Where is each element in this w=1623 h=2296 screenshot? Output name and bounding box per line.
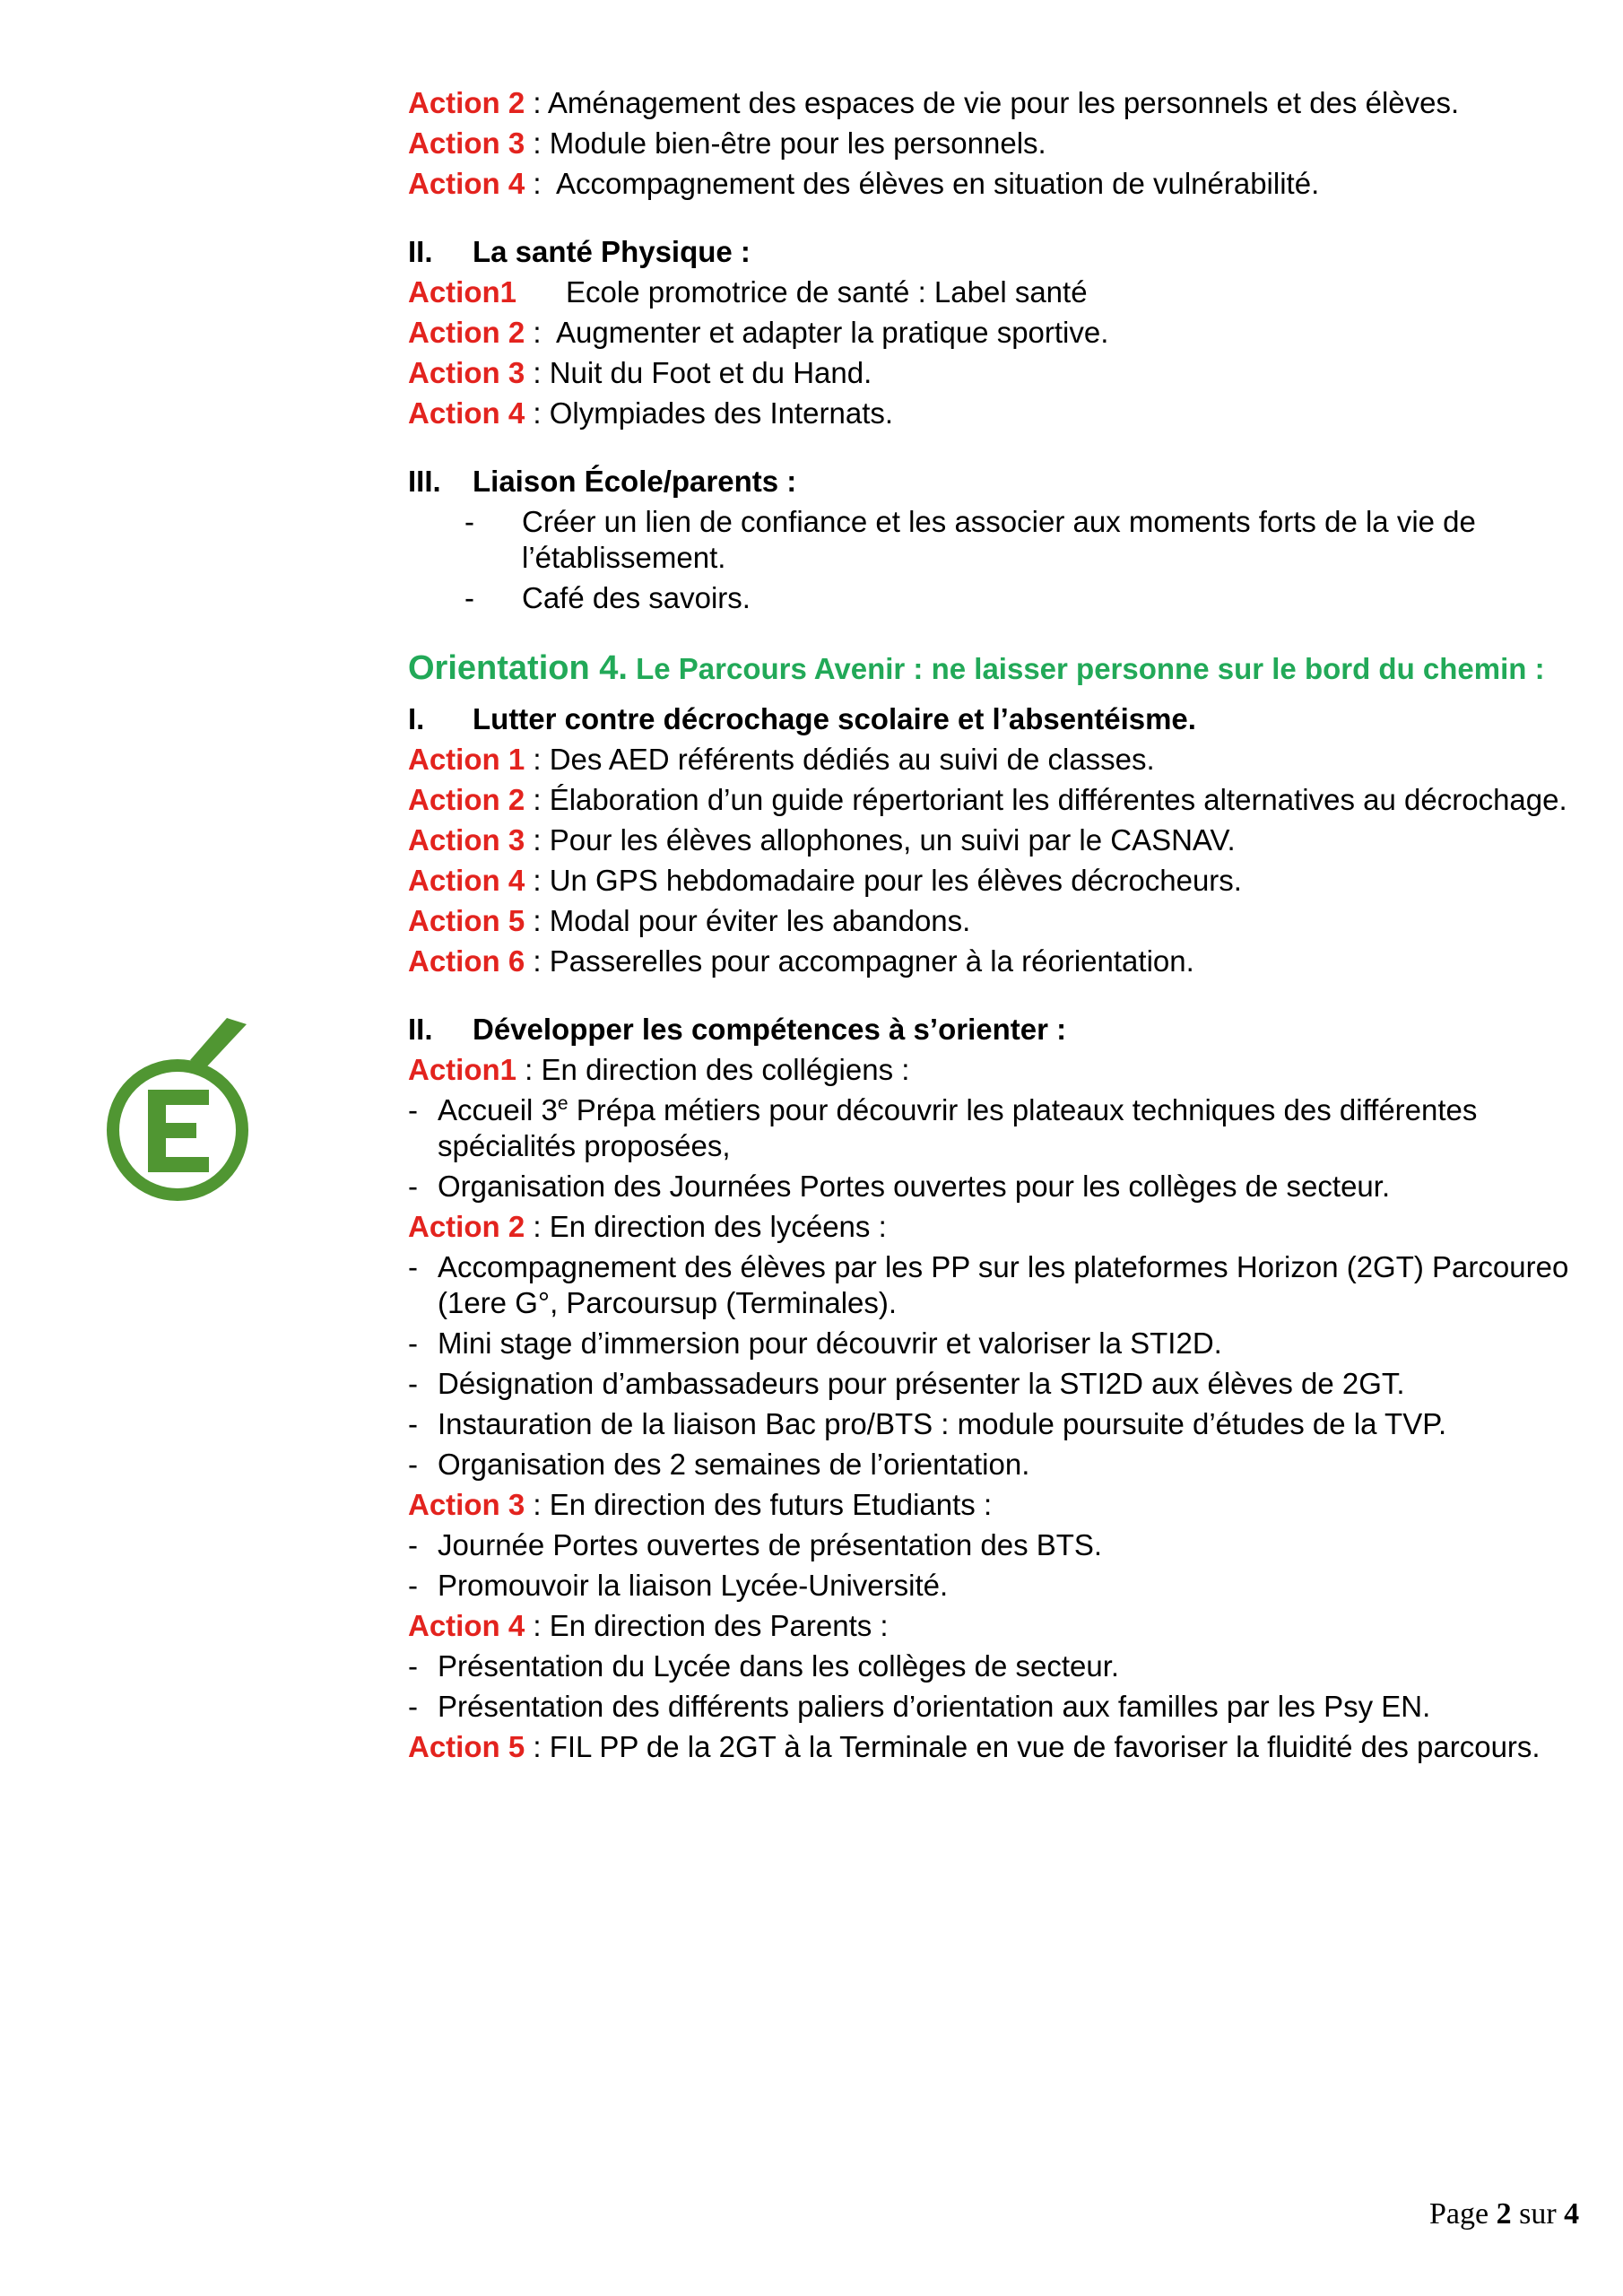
action-label: Action 4 — [408, 167, 525, 200]
dash-bullet-icon: - — [408, 1093, 418, 1126]
action-line — [408, 315, 1574, 351]
dash-bullet-icon: - — [408, 1528, 418, 1561]
bullet-item — [408, 1249, 1574, 1321]
bullet-text: Mini stage d’immersion pour découvrir et valoriser la STI2D. — [438, 1326, 1222, 1360]
bullet-item — [408, 580, 1574, 616]
bullet-item — [408, 1092, 1574, 1164]
action-separator: : — [525, 864, 550, 897]
bullet-text: Prépa métiers pour découvrir les plateaux techniques des différentes spécialités proposées, — [438, 1093, 1478, 1162]
bullet-item — [408, 1568, 1574, 1604]
action-text: Nuit du Foot et du Hand. — [549, 356, 872, 389]
action-text: Passerelles pour accompagner à la réorientation. — [549, 944, 1194, 978]
action-separator: : — [525, 823, 550, 857]
dash-bullet-icon: - — [408, 1690, 418, 1723]
action-line — [408, 903, 1574, 939]
action-label: Action 2 — [408, 783, 525, 816]
orientation-heading-lead: Orientation 4. — [408, 649, 628, 687]
education-e-logo — [100, 1012, 258, 1202]
dash-bullet-icon: - — [408, 1250, 418, 1283]
action-separator: : — [525, 126, 550, 160]
action-separator: : — [525, 904, 550, 937]
action-separator: : — [525, 783, 550, 816]
dash-bullet-icon: - — [408, 1649, 418, 1683]
action-separator: : — [525, 1609, 550, 1642]
action-separator: : — [525, 1210, 550, 1243]
footer-separator: sur — [1511, 2197, 1565, 2231]
action-line — [408, 1052, 1574, 1088]
action-label: Action 5 — [408, 904, 525, 937]
bullet-text: Organisation des Journées Portes ouvertes pour les collèges de secteur. — [438, 1170, 1391, 1203]
action-separator: : — [525, 356, 550, 389]
action-separator: : — [525, 316, 557, 349]
action-line — [408, 1608, 1574, 1644]
action-label: Action 3 — [408, 1488, 525, 1521]
action-line — [408, 782, 1574, 818]
action-label: Action 6 — [408, 944, 525, 978]
dash-bullet-icon: - — [408, 1448, 418, 1481]
dash-bullet-icon: - — [408, 1407, 418, 1440]
action-text: Des AED référents dédiés au suivi de classes. — [549, 743, 1155, 776]
action-line — [408, 944, 1574, 979]
bullet-text: Désignation d’ambassadeurs pour présenter la STI2D aux élèves de 2GT. — [438, 1367, 1405, 1400]
bullet-item — [408, 1689, 1574, 1725]
action-line — [408, 1209, 1574, 1245]
footer-total-pages: 4 — [1564, 2197, 1580, 2231]
bullet-text: Journée Portes ouvertes de présentation des BTS. — [438, 1528, 1103, 1561]
action-label: Action 2 — [408, 86, 525, 119]
bullet-item — [408, 1406, 1574, 1442]
action-line — [408, 1487, 1574, 1523]
dash-bullet-icon: - — [408, 1569, 418, 1602]
bullet-text: Instauration de la liaison Bac pro/BTS : module poursuite d’études de la TVP. — [438, 1407, 1447, 1440]
bullet-item — [408, 1169, 1574, 1205]
action-line — [408, 274, 1574, 310]
orientation-heading — [408, 650, 1574, 687]
action-label: Action 4 — [408, 396, 525, 430]
heading-text: Développer les compétences à s’orienter : — [473, 1013, 1067, 1046]
action-label: Action 2 — [408, 1210, 525, 1243]
document-body — [408, 81, 1574, 1770]
bullet-text: Présentation du Lycée dans les collèges de secteur. — [438, 1649, 1120, 1683]
bullet-item — [408, 1527, 1574, 1563]
action-line — [408, 355, 1574, 391]
action-text: En direction des Parents : — [549, 1609, 889, 1642]
action-label: Action1 — [408, 1053, 517, 1086]
action-separator: : — [525, 167, 557, 200]
heading-text: Liaison École/parents : — [473, 465, 797, 498]
action-label: Action 3 — [408, 126, 525, 160]
action-separator: : — [525, 743, 550, 776]
heading-text: La santé Physique : — [473, 235, 751, 268]
action-line — [408, 1729, 1574, 1765]
action-separator: : — [525, 944, 550, 978]
action-text: Module bien-être pour les personnels. — [549, 126, 1046, 160]
bullet-text: Créer un lien de confiance et les associer aux moments forts de la vie de l’établissement. — [522, 505, 1476, 574]
heading-text: Lutter contre décrochage scolaire et l’absentéisme. — [473, 702, 1196, 735]
action-text: En direction des futurs Etudiants : — [549, 1488, 993, 1521]
action-label: Action1 — [408, 275, 517, 309]
action-label: Action 1 — [408, 743, 525, 776]
bullet-text: Café des savoirs. — [522, 581, 751, 614]
orientation-heading-rest: Le Parcours Avenir : ne laisser personne sur le bord du chemin : — [627, 652, 1545, 685]
action-line — [408, 742, 1574, 778]
action-label: Action 2 — [408, 316, 525, 349]
bullet-text: Promouvoir la liaison Lycée-Université. — [438, 1569, 949, 1602]
action-separator: : — [525, 86, 548, 119]
letter-e — [148, 1090, 209, 1172]
bullet-item — [408, 1447, 1574, 1483]
action-separator: : — [525, 1488, 550, 1521]
action-separator: : — [525, 1730, 550, 1763]
action-text: Modal pour éviter les abandons. — [549, 904, 971, 937]
action-text: Ecole promotrice de santé : Label santé — [566, 275, 1088, 309]
superscript: e — [557, 1093, 568, 1114]
heading-numeral: II. — [408, 1013, 433, 1046]
action-label: Action 4 — [408, 864, 525, 897]
action-label: Action 3 — [408, 823, 525, 857]
dash-bullet-icon: - — [408, 1367, 418, 1400]
action-label: Action 4 — [408, 1609, 525, 1642]
section-heading — [408, 464, 1574, 500]
action-text: Aménagement des espaces de vie pour les personnels et des élèves. — [547, 86, 1460, 119]
action-text: Pour les élèves allophones, un suivi par le CASNAV. — [549, 823, 1236, 857]
dash-bullet-icon: - — [464, 505, 474, 538]
bullet-item — [408, 1648, 1574, 1684]
bullet-text: Présentation des différents paliers d’orientation aux familles par les Psy EN. — [438, 1690, 1431, 1723]
action-text: FIL PP de la 2GT à la Terminale en vue de favoriser la fluidité des parcours. — [549, 1730, 1541, 1763]
action-text: Un GPS hebdomadaire pour les élèves décrocheurs. — [549, 864, 1242, 897]
action-text: Élaboration d’un guide répertoriant les différentes alternatives au décrochage. — [549, 783, 1567, 816]
bullet-item — [408, 504, 1574, 576]
heading-numeral: I. — [408, 702, 425, 735]
action-line — [408, 396, 1574, 431]
action-separator — [516, 275, 566, 309]
dash-bullet-icon: - — [408, 1326, 418, 1360]
action-text: En direction des lycéens : — [549, 1210, 887, 1243]
action-separator: : — [525, 396, 550, 430]
action-separator: : — [516, 1053, 542, 1086]
section-heading — [408, 1012, 1574, 1048]
dash-bullet-icon: - — [408, 1170, 418, 1203]
action-line — [408, 863, 1574, 899]
dash-bullet-icon: - — [464, 581, 474, 614]
heading-numeral: III. — [408, 465, 441, 498]
action-label: Action 5 — [408, 1730, 525, 1763]
action-line — [408, 822, 1574, 858]
page-footer — [1429, 2197, 1579, 2231]
bullet-text: Accueil 3 — [438, 1093, 558, 1126]
action-text: En direction des collégiens : — [541, 1053, 910, 1086]
bullet-item — [408, 1326, 1574, 1361]
action-text: Olympiades des Internats. — [549, 396, 894, 430]
bullet-text: Accompagnement des élèves par les PP sur les plateformes Horizon (2GT) Parcoureo (1ere G°, Parcoursup (Terminales). — [438, 1250, 1569, 1319]
action-label: Action 3 — [408, 356, 525, 389]
footer-page-label: Page — [1429, 2197, 1497, 2231]
action-line — [408, 126, 1574, 161]
action-text: Augmenter et adapter la pratique sportive. — [556, 316, 1109, 349]
bullet-item — [408, 1366, 1574, 1402]
bullet-text: Organisation des 2 semaines de l’orientation. — [438, 1448, 1030, 1481]
footer-page-number: 2 — [1496, 2197, 1512, 2231]
section-heading — [408, 701, 1574, 737]
heading-numeral: II. — [408, 235, 433, 268]
action-line — [408, 85, 1574, 121]
action-line — [408, 166, 1574, 202]
action-text: Accompagnement des élèves en situation de vulnérabilité. — [556, 167, 1320, 200]
section-heading — [408, 234, 1574, 270]
